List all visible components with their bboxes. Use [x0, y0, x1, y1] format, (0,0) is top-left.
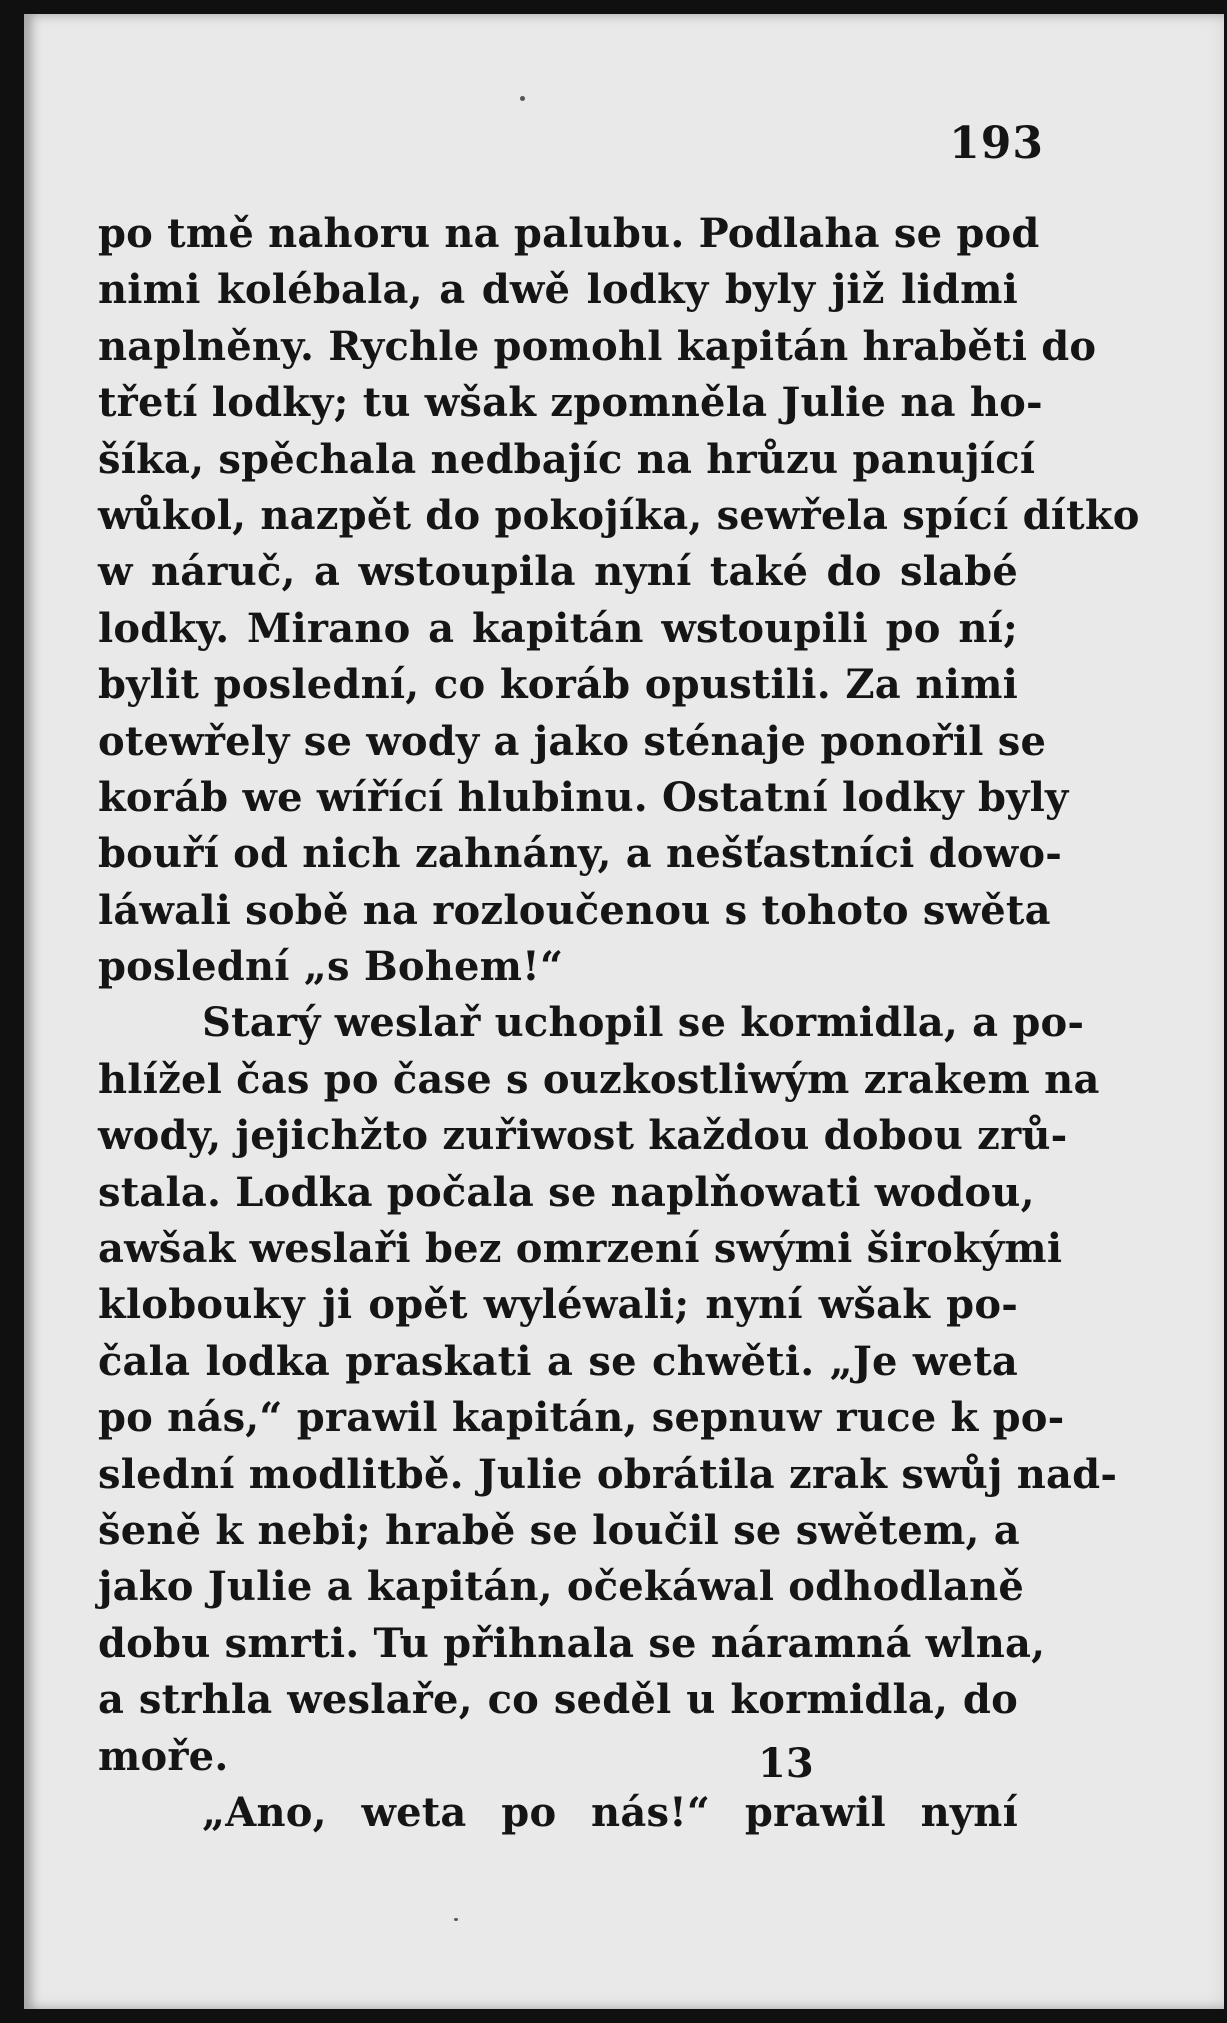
text-line: stala. Lodka počala se naplňowati wodou,: [98, 1168, 1035, 1216]
text-line: třetí lodky; tu wšak zpomněla Julie na ho-: [98, 379, 1043, 427]
text-line: šeně k nebi; hrabě se loučil se swětem, a: [98, 1506, 1020, 1554]
page-number: 193: [949, 118, 1044, 169]
text-line: otewřely se wody a jako sténaje ponořil se: [98, 717, 1047, 765]
book-page: [24, 14, 1224, 2009]
text-line: a strhla weslaře, co seděl u kormidla, do: [98, 1676, 1018, 1724]
text-line: wody, jejichžto zuřiwost každou dobou zrů-: [98, 1112, 1068, 1160]
text-line: nimi kolébala, a dwě lodky byly již lidmi: [98, 266, 1018, 314]
printer-signature-mark: 13: [758, 1740, 814, 1787]
text-line: čala lodka praskati a se chwěti. „Je weta: [98, 1337, 1018, 1385]
text-line: jako Julie a kapitán, očekáwal odhodlaně: [98, 1563, 1025, 1611]
paragraph-start-line: „Ano, weta po nás!“ prawil nyní: [202, 1788, 1018, 1836]
text-line: dobu smrti. Tu přihnala se náramná wlna,: [98, 1619, 1046, 1667]
text-line: slední modlitbě. Julie obrátila zrak swůj nad-: [98, 1450, 1118, 1498]
text-line: w náruč, a wstoupila nyní také do slabé: [98, 548, 1018, 596]
text-line: bouří od nich zahnány, a nešťastníci dowo-: [98, 830, 1063, 878]
text-line: moře.: [98, 1732, 229, 1780]
text-line: bylit poslední, co koráb opustili. Za nimi: [98, 661, 1018, 709]
text-line: hlížel čas po čase s ouzkostliwým zrakem na: [98, 1055, 1100, 1103]
text-line: láwali sobě na rozloučenou s tohoto swěta: [98, 886, 1051, 934]
text-line: awšak weslaři bez omrzení swými širokými: [98, 1225, 1063, 1273]
text-line: koráb we wířící hlubinu. Ostatní lodky byly: [98, 773, 1069, 821]
text-line: po nás,“ prawil kapitán, sepnuw ruce k po-: [98, 1394, 1065, 1442]
text-line: kloboukу ji opět wyléwali; nyní wšak po-: [98, 1281, 1018, 1329]
text-line: po tmě nahoru na palubu. Podlaha se pod: [98, 210, 1040, 257]
text-line: lodky. Mirano a kapitán wstoupili po ní;: [98, 604, 1018, 652]
body-text: [98, 206, 1140, 1841]
dust-speck: [520, 96, 525, 101]
dust-speck: [454, 1918, 458, 1921]
text-line: šíka, spěchala nedbajíc na hrůzu panující: [98, 435, 1036, 483]
text-line: naplněny. Rychle pomohl kapitán hraběti do: [98, 322, 1097, 370]
paragraph-start-line: Starý weslař uchopil se kormidla, a po-: [202, 999, 1085, 1047]
text-line: poslední „s Bohem!“: [98, 943, 564, 991]
text-line: wůkol, nazpět do pokojíka, sewřela spící dítko: [98, 491, 1140, 539]
